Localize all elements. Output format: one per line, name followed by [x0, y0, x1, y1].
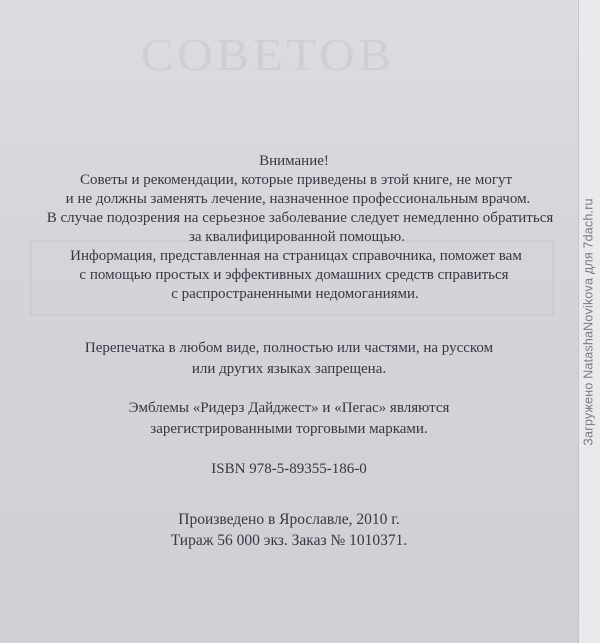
warning-line: с распространенными недомоганиями. — [171, 286, 419, 302]
trademark-line: зарегистрированными торговыми марками. — [150, 421, 428, 437]
trademark-notice — [0, 398, 578, 440]
imprint-info — [0, 509, 578, 551]
warning-line: Информация, представленная на страницах справочника, поможет вам — [70, 248, 522, 264]
warning-heading: Внимание! — [259, 153, 329, 169]
trademark-line: Эмблемы «Ридерз Дайджест» и «Пегас» являются — [128, 400, 450, 416]
reprint-line: или других языках запрещена. — [191, 361, 387, 377]
imprint-line: Произведено в Ярославле, 2010 г. — [178, 511, 400, 528]
imprint-line: Тираж 56 000 экз. Заказ № 1010371. — [170, 532, 408, 549]
show-through-decoration: СОВЕТОВ — [140, 29, 395, 80]
warning-line: и не должны заменять лечение, назначенное профессиональным врачом. — [65, 191, 531, 207]
watermark-text: Загружено NatashaNovikova для 7dach.ru — [582, 197, 597, 446]
warning-line: Советы и рекомендации, которые приведены в этой книге, не могут — [79, 172, 513, 188]
isbn-number: ISBN 978-5-89355-186-0 — [211, 461, 367, 477]
isbn — [0, 460, 578, 479]
reprint-notice — [0, 338, 578, 380]
reprint-line: Перепечатка в любом виде, полностью или частями, на русском — [84, 340, 494, 356]
warning-line: за квалифицированной помощью. — [188, 229, 406, 245]
warning-notice — [0, 152, 578, 304]
warning-line: с помощью простых и эффективных домашних средств справиться — [79, 267, 509, 283]
uploader-watermark — [578, 0, 600, 643]
warning-line: В случае подозрения на серьезное заболевание следует немедленно обратиться — [46, 210, 554, 226]
